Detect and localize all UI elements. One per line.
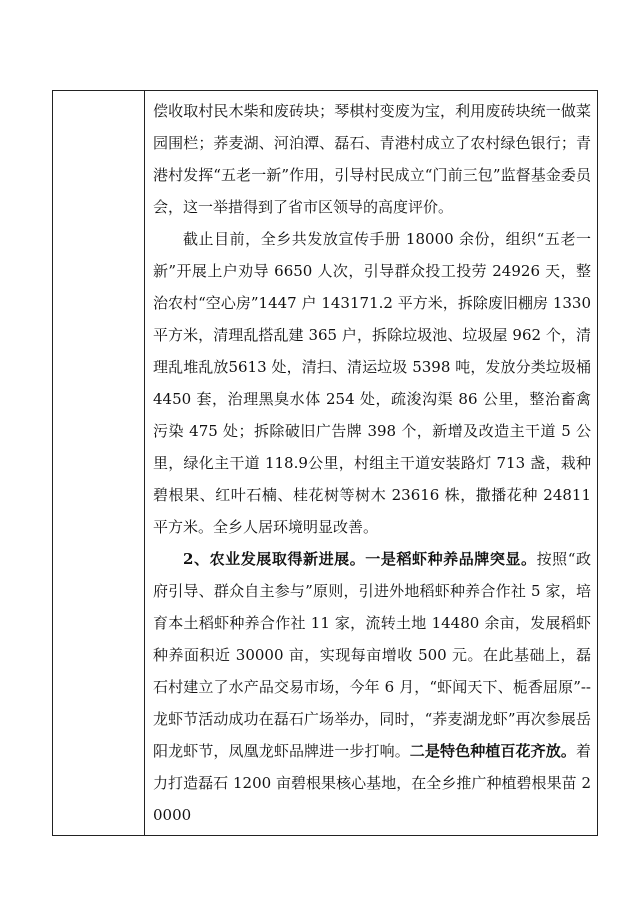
paragraph-continued: 偿收取村民木柴和废砖块；琴棋村变废为宝，利用废砖块统一做菜园围栏；荞麦湖、河泊潭、磊石、青港村成立了农村绿色银行；青港村发挥“五老一新”作用，引导村民成立“门前三包”监督基金委员会，这一举措得到了省市区领导的高度评价。 [153, 102, 591, 216]
report-table [52, 90, 598, 836]
body-planting: 着力打造磊石 1200 亩碧根果核心基地，在全乡推广种植碧根果苗 20000 [153, 742, 591, 824]
sub-heading-shrimp: 一是稻虾种养品牌突显。 [365, 550, 537, 568]
table-left-column [53, 91, 145, 835]
section-heading: 2、农业发展取得新进展。 [183, 550, 366, 568]
paragraph-statistics: 截止目前，全乡共发放宣传手册 18000 余份，组织“五老一新”开展上户劝导 6650 人次，引导群众投工投劳 24926 天，整治农村“空心房”1447 户 143171.2 平方米，拆除废旧棚房 1330 平方米，清理乱搭乱建 365 户，拆除垃圾池、垃圾屋 962 个，清理乱堆乱放5613 处，清扫、清运垃圾 5398 吨，发放分类垃圾桶 4450 套，治理黑臭水体 254 处，疏浚沟渠 86 公里，整治畜禽污染 475 处；拆除破旧广告牌 398 个，新增及改造主干道 5 公里，绿化主干道 118.9公里，村组主干道安装路灯 713 盏，栽种碧根果、红叶石楠、桂花树等树木 23616 株，撒播花种 24811 平方米。全乡人居环境明显改善。 [153, 230, 591, 536]
sub-heading-planting: 二是特色种植百花齐放。 [409, 742, 576, 760]
body-shrimp: 按照“政府引导、群众自主参与”原则，引进外地稻虾种养合作社 5 家，培育本土稻虾种养合作社 11 家，流转土地 14480 余亩，发展稻虾种养面积近 30000 亩，实现每亩增收 500 元。在此基础上，磊石村建立了水产品交易市场，今年 6 月，“虾闻天下、栀香屈原”--龙虾节活动成功在磊石广场举办，同时，“荞麦湖龙虾”再次参展岳阳龙虾节，凤凰龙虾品牌进一步打响。 [153, 550, 591, 760]
table-content-cell [145, 91, 597, 835]
paragraph-agriculture [153, 543, 591, 831]
